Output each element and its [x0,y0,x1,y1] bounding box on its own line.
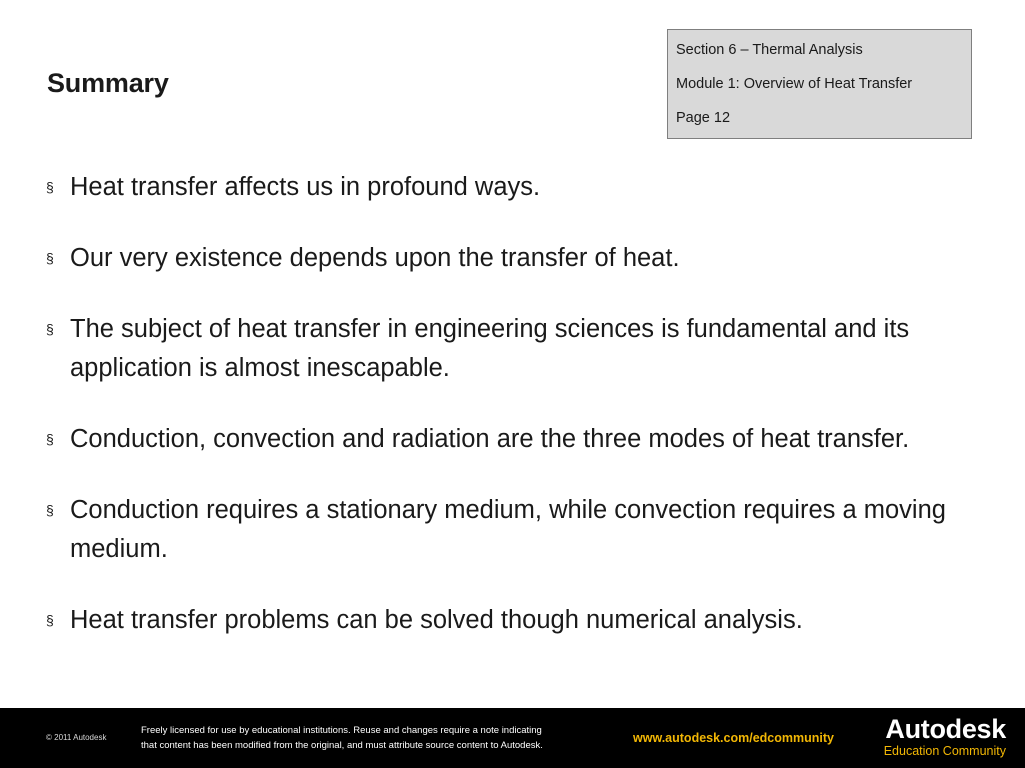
bullet-marker-icon: § [46,179,54,195]
footer-bar [0,708,1025,768]
page-label: Page 12 [676,110,731,126]
bullet-text: Conduction, convection and radiation are the three modes of heat transfer. [70,425,910,453]
bullet-marker-icon: § [46,250,54,266]
slide-title: Summary [47,68,169,98]
bullet-text: The subject of heat transfer in engineering sciences is fundamental and its application is almost inescapable. [70,315,910,382]
bullet-item [46,239,986,278]
bullet-text: Heat transfer affects us in profound ways. [70,173,541,201]
bullet-marker-icon: § [46,321,54,337]
brand-subtitle: Education Community [883,744,1006,758]
bullet-marker-icon: § [46,612,54,628]
bullet-item [46,168,986,207]
bullet-text: Our very existence depends upon the transfer of heat. [70,244,680,272]
bullet-list [46,168,986,672]
section-info-box [667,29,972,139]
brand-name: Autodesk [885,714,1006,744]
copyright-notice: © 2011 Autodesk [46,733,107,742]
license-line: Freely licensed for use by educational institutions. Reuse and changes require a note indicating [141,725,542,736]
bullet-marker-icon: § [46,502,54,518]
section-label: Section 6 – Thermal Analysis [676,42,863,58]
bullet-item [46,491,986,569]
license-line: that content has been modified from the original, and must attribute source content to Autodesk. [141,740,543,751]
bullet-text: Conduction requires a stationary medium, while convection requires a moving medium. [70,496,946,563]
module-label: Module 1: Overview of Heat Transfer [676,76,913,92]
bullet-item [46,601,986,640]
license-notice [141,723,621,753]
autodesk-logo [866,714,1006,758]
edcommunity-link[interactable]: www.autodesk.com/edcommunity [633,731,834,745]
bullet-item [46,420,986,459]
bullet-marker-icon: § [46,431,54,447]
bullet-text: Heat transfer problems can be solved though numerical analysis. [70,606,803,634]
bullet-item [46,310,986,388]
